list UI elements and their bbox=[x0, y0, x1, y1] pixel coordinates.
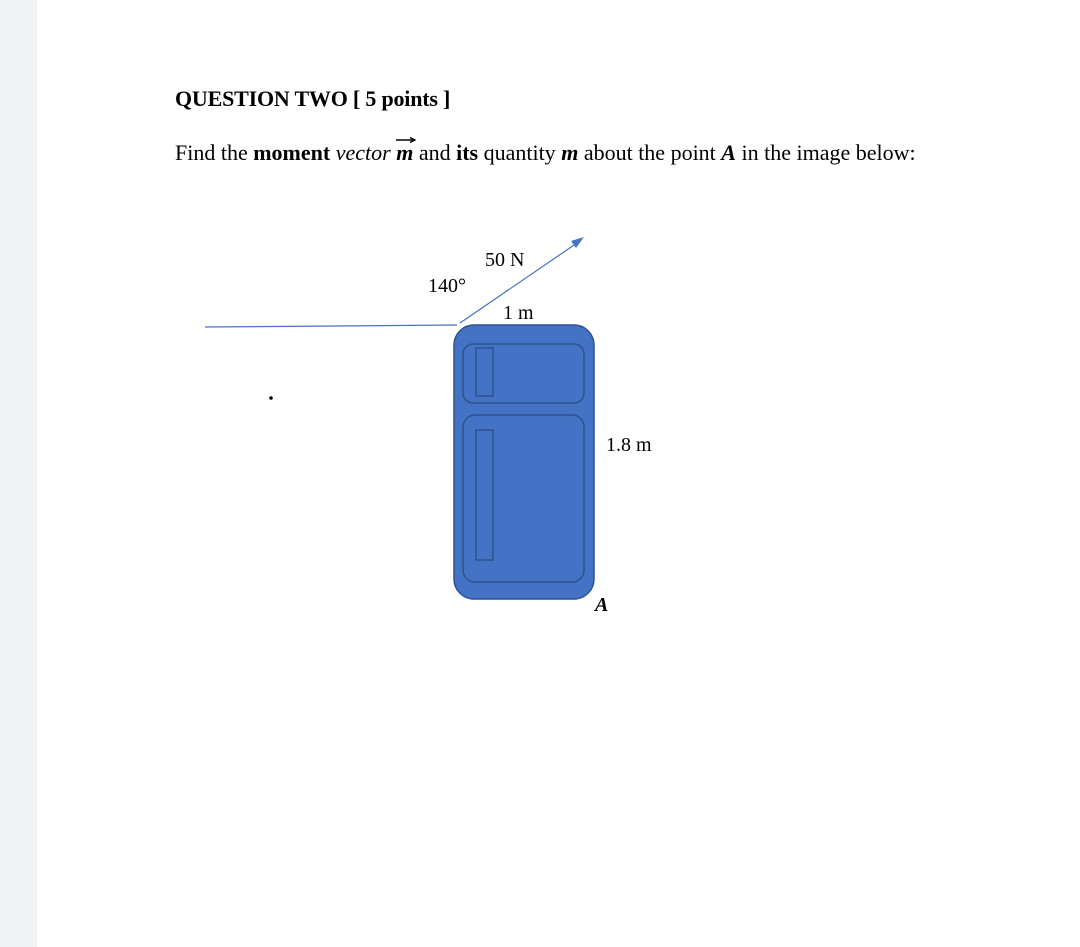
question-part-2: and bbox=[413, 140, 457, 165]
height-label: 1.8 m bbox=[606, 434, 652, 456]
angle-label: 140° bbox=[428, 275, 466, 297]
question-its-word: its bbox=[456, 140, 479, 165]
question-moment-word: moment bbox=[253, 140, 331, 165]
question-heading: QUESTION TWO [ 5 points ] bbox=[175, 86, 451, 111]
question-part-1: Find the bbox=[175, 140, 254, 165]
moment-quantity-symbol: m bbox=[561, 140, 579, 165]
point-a-label: A bbox=[595, 594, 609, 616]
point-a-symbol: A bbox=[721, 140, 736, 165]
force-label: 50 N bbox=[485, 249, 525, 271]
horizontal-reference-line bbox=[205, 325, 457, 327]
moment-vector-letter: m bbox=[396, 140, 414, 165]
question-part-3: quantity bbox=[478, 140, 562, 165]
question-part-5: in the image below: bbox=[735, 140, 916, 165]
question-vector-word: vector bbox=[335, 140, 391, 165]
question-part-4: about the point bbox=[578, 140, 722, 165]
fridge-body bbox=[454, 325, 594, 599]
width-label: 1 m bbox=[503, 302, 534, 324]
stray-dot bbox=[269, 396, 273, 400]
